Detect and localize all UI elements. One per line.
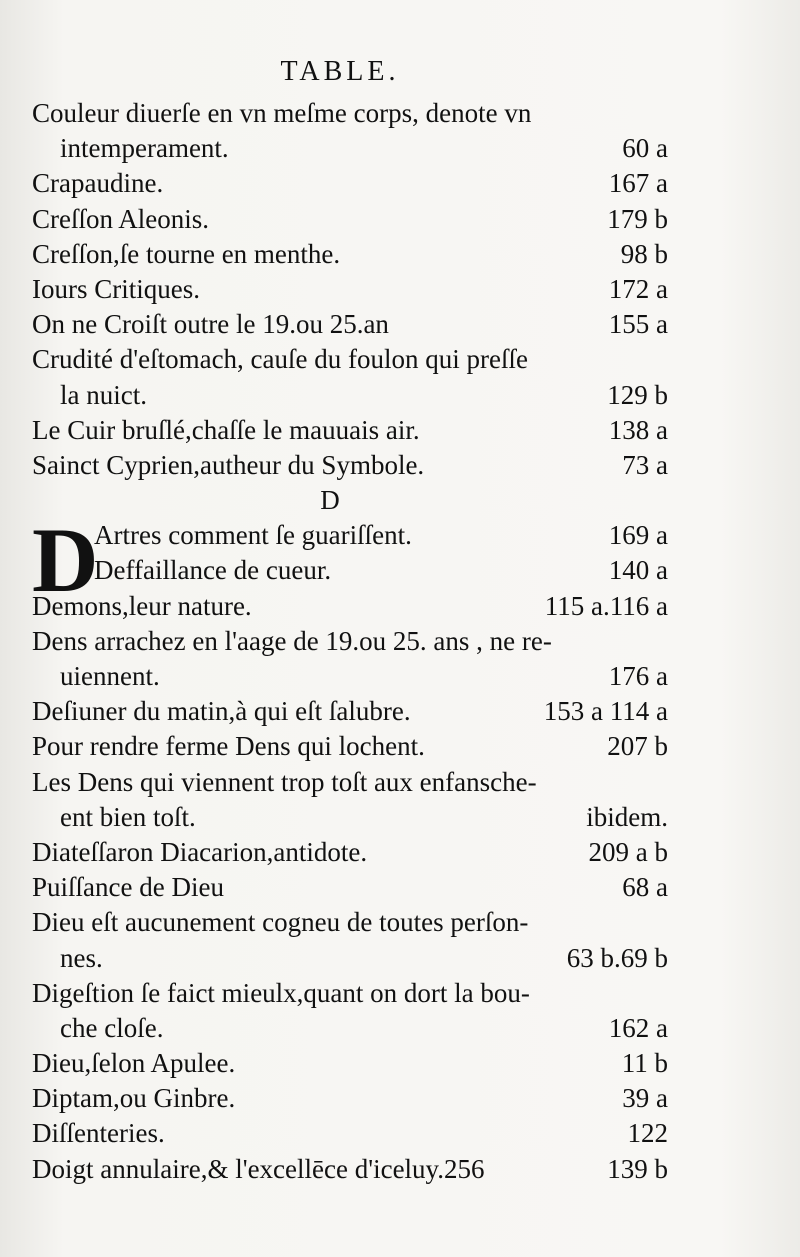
page-reference: 63 b.69 b bbox=[566, 942, 668, 973]
page-reference: 140 a bbox=[608, 555, 668, 586]
index-line bbox=[32, 765, 668, 800]
entry-text: Creſſon Aleonis. bbox=[32, 203, 209, 234]
index-line bbox=[32, 1011, 668, 1046]
page-reference: 167 a bbox=[608, 168, 668, 199]
entry-text: Couleur diuerſe en vn meſme corps, denote vn bbox=[32, 98, 532, 128]
entry-text: Le Cuir bruſlé,chaſſe le mauuais air. bbox=[32, 414, 420, 445]
entry-text: uiennent. bbox=[60, 661, 160, 691]
index-line bbox=[32, 553, 668, 588]
index-line bbox=[32, 870, 668, 905]
page-reference: 98 b bbox=[620, 238, 668, 269]
section-heading bbox=[32, 483, 668, 518]
page-reference: 122 bbox=[627, 1118, 668, 1149]
page-reference: 207 b bbox=[607, 731, 668, 762]
page-reference: 138 a bbox=[608, 414, 668, 445]
entry-text: Demons,leur nature. bbox=[32, 590, 252, 621]
entry-text: nes. bbox=[60, 942, 103, 973]
entry-text: intemperament. bbox=[60, 133, 229, 164]
entry-text: Dens arrachez en l'aage de 19.ou 25. ans , ne re- bbox=[32, 625, 552, 656]
entry-text: Doigt annulaire,& l'excellēce d'iceluy.256 bbox=[32, 1153, 485, 1184]
page-header: TABLE. bbox=[280, 56, 400, 87]
entry-text: Crudité d'eſtomach, cauſe du foulon qui preſſe bbox=[32, 344, 528, 375]
entry-text: Deffaillance de cueur. bbox=[94, 555, 332, 586]
index-line bbox=[32, 307, 668, 342]
page-reference: 11 b bbox=[621, 1048, 668, 1079]
page-reference: 115 a.116 a bbox=[544, 590, 668, 621]
index-line bbox=[32, 202, 668, 237]
index-line bbox=[32, 976, 668, 1011]
page-reference: 73 a bbox=[622, 449, 668, 480]
page-reference: 129 b bbox=[607, 379, 668, 410]
index-line bbox=[32, 378, 668, 413]
index-line bbox=[32, 448, 668, 483]
entry-text: Deſiuner du matin,à qui eſt ſalubre. bbox=[32, 696, 411, 727]
entry-text: Pour rendre ferme Dens qui lochent. bbox=[32, 731, 425, 762]
index-line bbox=[32, 905, 668, 940]
entry-text: Iours Critiques. bbox=[32, 273, 200, 304]
page-reference: 60 a bbox=[622, 133, 668, 164]
entry-text: Digeſtion ſe faict mieulx,quant on dort la bou- bbox=[32, 977, 530, 1008]
entry-text: Crapaudine. bbox=[32, 168, 164, 199]
index-line bbox=[32, 729, 668, 764]
page-reference: 68 a bbox=[622, 872, 668, 903]
entry-text: la nuict. bbox=[60, 379, 147, 410]
page-reference: 39 a bbox=[622, 1083, 668, 1114]
entry-text: Diptam,ou Ginbre. bbox=[32, 1083, 236, 1114]
index-line bbox=[32, 342, 668, 377]
index-line bbox=[32, 941, 668, 976]
index-line bbox=[32, 624, 668, 659]
index-line bbox=[32, 1116, 668, 1151]
drop-cap-letter: D bbox=[32, 509, 99, 611]
entry-text: D bbox=[320, 485, 340, 516]
entry-text: On ne Croiſt outre le 19.ou 25.an bbox=[32, 309, 389, 340]
entry-text: che cloſe. bbox=[60, 1012, 164, 1043]
entry-text: Diateſſaron Diacarion,antidote. bbox=[32, 836, 368, 867]
page-reference: 209 a b bbox=[588, 836, 668, 867]
index-line bbox=[32, 518, 668, 553]
page-reference: 172 a bbox=[608, 273, 668, 304]
index-entries bbox=[32, 96, 668, 1187]
page-reference: 153 a 114 a bbox=[543, 696, 668, 727]
index-line bbox=[32, 589, 668, 624]
page-reference: 162 a bbox=[608, 1012, 668, 1043]
index-line bbox=[32, 272, 668, 307]
page-reference: 169 a bbox=[608, 520, 668, 551]
page-reference: 179 b bbox=[607, 203, 668, 234]
index-line bbox=[32, 131, 668, 166]
page-reference: 155 a bbox=[608, 309, 668, 340]
index-line bbox=[32, 96, 668, 131]
index-line bbox=[32, 237, 668, 272]
entry-text: Les Dens qui viennent trop toſt aux enfansche- bbox=[32, 766, 537, 797]
index-line bbox=[32, 166, 668, 201]
entry-text: Artres comment ſe guariſſent. bbox=[94, 520, 412, 551]
index-line bbox=[32, 835, 668, 870]
index-line bbox=[32, 800, 668, 835]
entry-text: Diſſenteries. bbox=[32, 1118, 165, 1149]
entry-text: Creſſon,ſe tourne en menthe. bbox=[32, 238, 341, 269]
index-line bbox=[32, 1081, 668, 1116]
page-reference: ibidem. bbox=[586, 801, 668, 832]
entry-text: Dieu,ſelon Apulee. bbox=[32, 1048, 236, 1079]
entry-text: Dieu eſt aucunement cogneu de toutes perſon- bbox=[32, 907, 529, 938]
entry-text: ent bien toſt. bbox=[60, 801, 196, 832]
index-line bbox=[32, 659, 668, 694]
index-line bbox=[32, 413, 668, 448]
index-line bbox=[32, 694, 668, 729]
entry-text: Puiſſance de Dieu bbox=[32, 872, 224, 903]
page-reference: 139 b bbox=[607, 1153, 668, 1184]
index-line bbox=[32, 1046, 668, 1081]
index-line bbox=[32, 1152, 668, 1187]
page-reference: 176 a bbox=[608, 661, 668, 691]
entry-text: Sainct Cyprien,autheur du Symbole. bbox=[32, 449, 425, 480]
